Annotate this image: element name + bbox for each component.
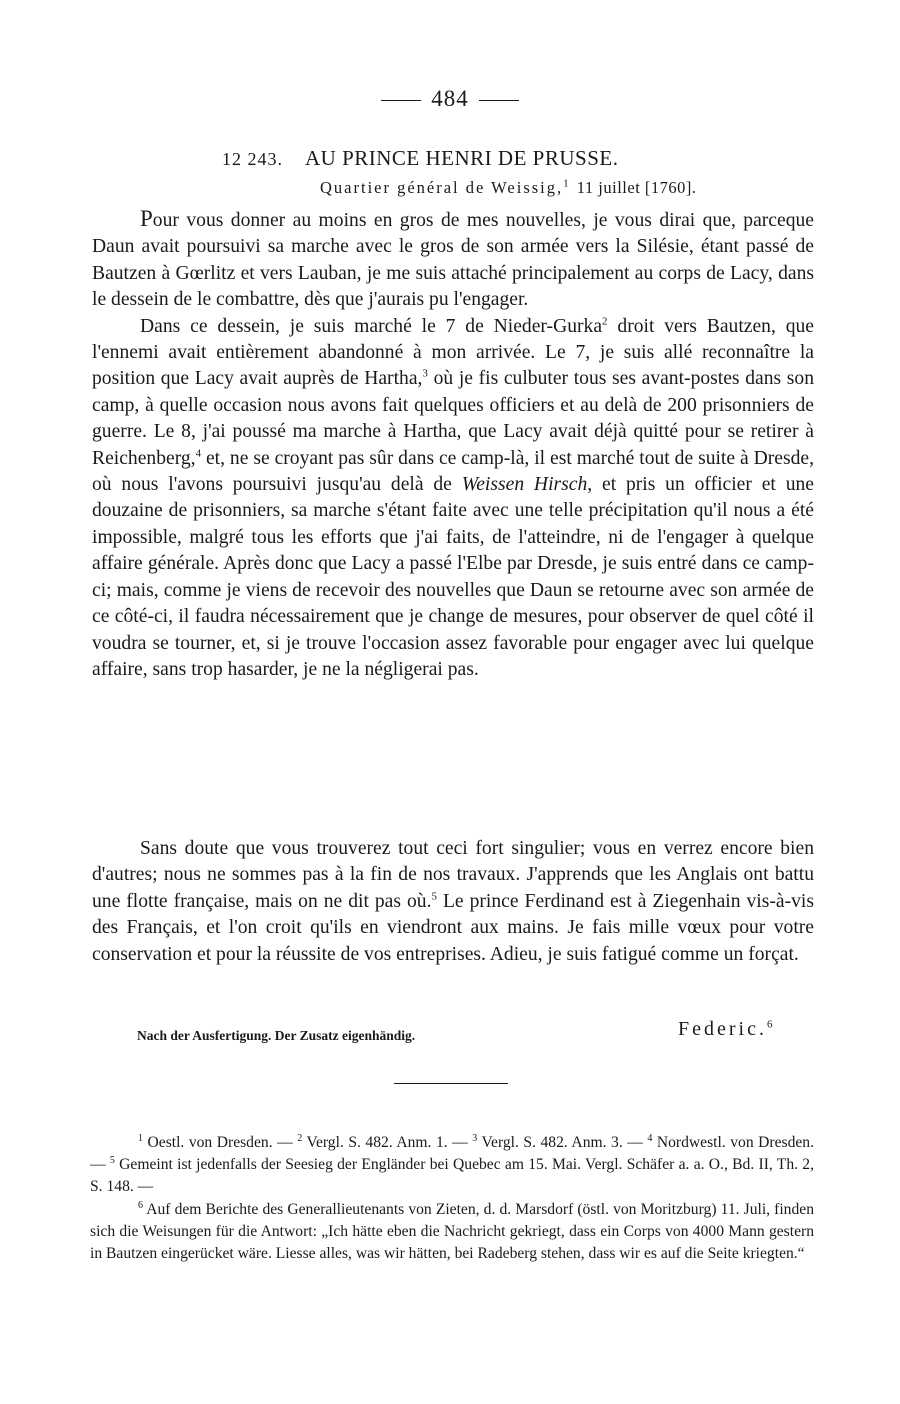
footnote-3: Vergl. S. 482. Anm. 3. — — [477, 1134, 648, 1151]
page-number: 484 — [431, 86, 469, 111]
footnote-3-mark: 3 — [472, 1132, 478, 1144]
paragraph-1-initial: P — [140, 206, 153, 231]
footnote-ref-2: 2 — [602, 315, 608, 328]
left-dash — [381, 100, 421, 101]
page-number-line — [0, 86, 900, 112]
paragraph-2-text-b: droit vers Bautzen, que l'ennemi avait entièrement abandonné à mon arrivée. Le 7, je suis allé reconnaître la position que Lacy avait auprès de Hartha, — [92, 315, 814, 390]
footnote-1: Oestl. von Dresden. — — [143, 1134, 298, 1151]
paragraph-1-text: our vous donner au moins en gros de mes nouvelles, je vous dirai que, parceque Daun avait poursuivi sa marche avec le gros de son armée vers la Silésie, étant passé de Bautzen à Gœrlitz et vers Lauban, je me suis attaché principalement au corps de Lacy, dans le dessein de le combattre, dès que j'aurais pu l'engager. — [92, 210, 814, 311]
footnote-block-1 — [90, 1132, 814, 1199]
letter-postscript — [92, 836, 814, 968]
footnote-2: Vergl. S. 482. Anm. 1. — — [302, 1134, 473, 1151]
footnote-5: Gemeint ist jedenfalls der Seesieg der Engländer bei Quebec am 15. Mai. Vergl. Schäfer a. a. O., Bd. II, Th. 2, S. 148. — — [90, 1156, 814, 1196]
place-name-italic: Weissen Hirsch — [461, 474, 588, 496]
footnote-4: Nordwestl. von Dresden. — — [90, 1134, 814, 1174]
footnote-1-mark: 1 — [138, 1132, 143, 1144]
closing-note: Nach der Ausfertigung. Der Zusatz eigenhändig. — [137, 1028, 416, 1043]
dateline-place: Quartier général de Weissig, — [320, 178, 564, 197]
footnote-6-mark: 6 — [138, 1199, 143, 1211]
paragraph-1 — [92, 206, 814, 314]
letter-title: AU PRINCE HENRI DE PRUSSE. — [305, 146, 619, 170]
paragraph-2-text-d: et, ne se croyant pas sûr dans ce camp-là, il est marché tout de suite à Dresde, où nous l'avons poursuivi jusqu'au delà de — [92, 447, 814, 496]
footnote-ref-6: 6 — [766, 1018, 776, 1031]
paragraph-2 — [92, 314, 814, 684]
dateline-date: 11 juillet [1760]. — [576, 178, 697, 197]
paragraph-2-text-a: Dans ce dessein, je suis marché le 7 de Nieder-Gurka — [140, 315, 603, 337]
letter-number: 12 243. — [222, 149, 283, 169]
footnote-ref-3: 3 — [422, 367, 428, 380]
footnote-5-mark: 5 — [109, 1155, 115, 1167]
footnote-4-mark: 4 — [647, 1132, 653, 1144]
footnote-ref-1: 1 — [563, 177, 571, 190]
footnote-divider — [394, 1083, 508, 1084]
paragraph-3-text-a: Sans doute que vous trouverez tout ceci fort singulier; vous en verrez encore bien d'autres; nous ne sommes pas à la fin de nos travaux. J'apprends que les Anglais ont battu une flotte française, mais on ne dit pas où. — [92, 838, 814, 912]
paragraph-3-text-b: Le prince Ferdinand est à Ziegenhain vis-à-vis des Français, et l'on croit qu'ils en viendront aux mains. Je fais mille vœux pour votre conservation et pour la réussite de vos entreprises. Adieu, je suis fatigué comme un forçat. — [92, 890, 814, 965]
footnote-6: Auf dem Berichte des Generallieutenants von Zieten, d. d. Marsdorf (östl. von Moritzburg) 11. Juli, finden sich die Weisungen für die Antwort: „Ich hätte eben die Nachricht gekriegt, dass ein Corps von 4000 Mann gestern in Bautzen eingerücket wäre. Liesse alles, was wir hätten, bei Radeberg stehen, dass wir es auf die Seite kriegten.“ — [90, 1200, 814, 1263]
paragraph-3 — [92, 836, 814, 968]
right-dash — [479, 100, 519, 101]
footnote-2-mark: 2 — [297, 1132, 303, 1144]
footnote-ref-4: 4 — [195, 447, 202, 460]
dateline — [320, 178, 697, 198]
letter-heading — [222, 146, 618, 171]
signature-name: Federic. — [678, 1018, 767, 1040]
paragraph-2-text-e: , et pris un officier et une douzaine de prisonniers, sa marche s'étant faite avec une telle précipitation qu'il nous a été impossible, malgré tous les efforts que j'ai faits, de l'atteindre, ni de l'engager à quelque affaire générale. Après donc que Lacy a passé l'Elbe par Dresde, je suis entré dans ce camp-ci; mais, comme je viens de recevoir des nouvelles que Daun se retourne avec son armée de ce côté-ci, il faudra nécessairement que je change de mesures, pour observer de quel côté il voudra se tourner, et, si je trouve l'occasion assez favorable pour engager avec lui quelque affaire, sans trop hasarder, je ne la négligerai pas. — [92, 474, 814, 680]
footnote-ref-5: 5 — [431, 890, 437, 903]
signature — [678, 1018, 775, 1041]
footnotes — [90, 1132, 814, 1265]
letter-body — [92, 206, 814, 683]
footnote-block-6 — [90, 1199, 814, 1266]
paragraph-2-text-c: où je fis culbuter tous ses avant-postes dans son camp, à quelle occasion nous avons fait quelques officiers et au delà de 200 prisonniers de guerre. Le 8, j'ai poussé ma marche à Hartha, que Lacy avait déjà quitté pour se retirer à Reichenberg, — [92, 368, 814, 469]
